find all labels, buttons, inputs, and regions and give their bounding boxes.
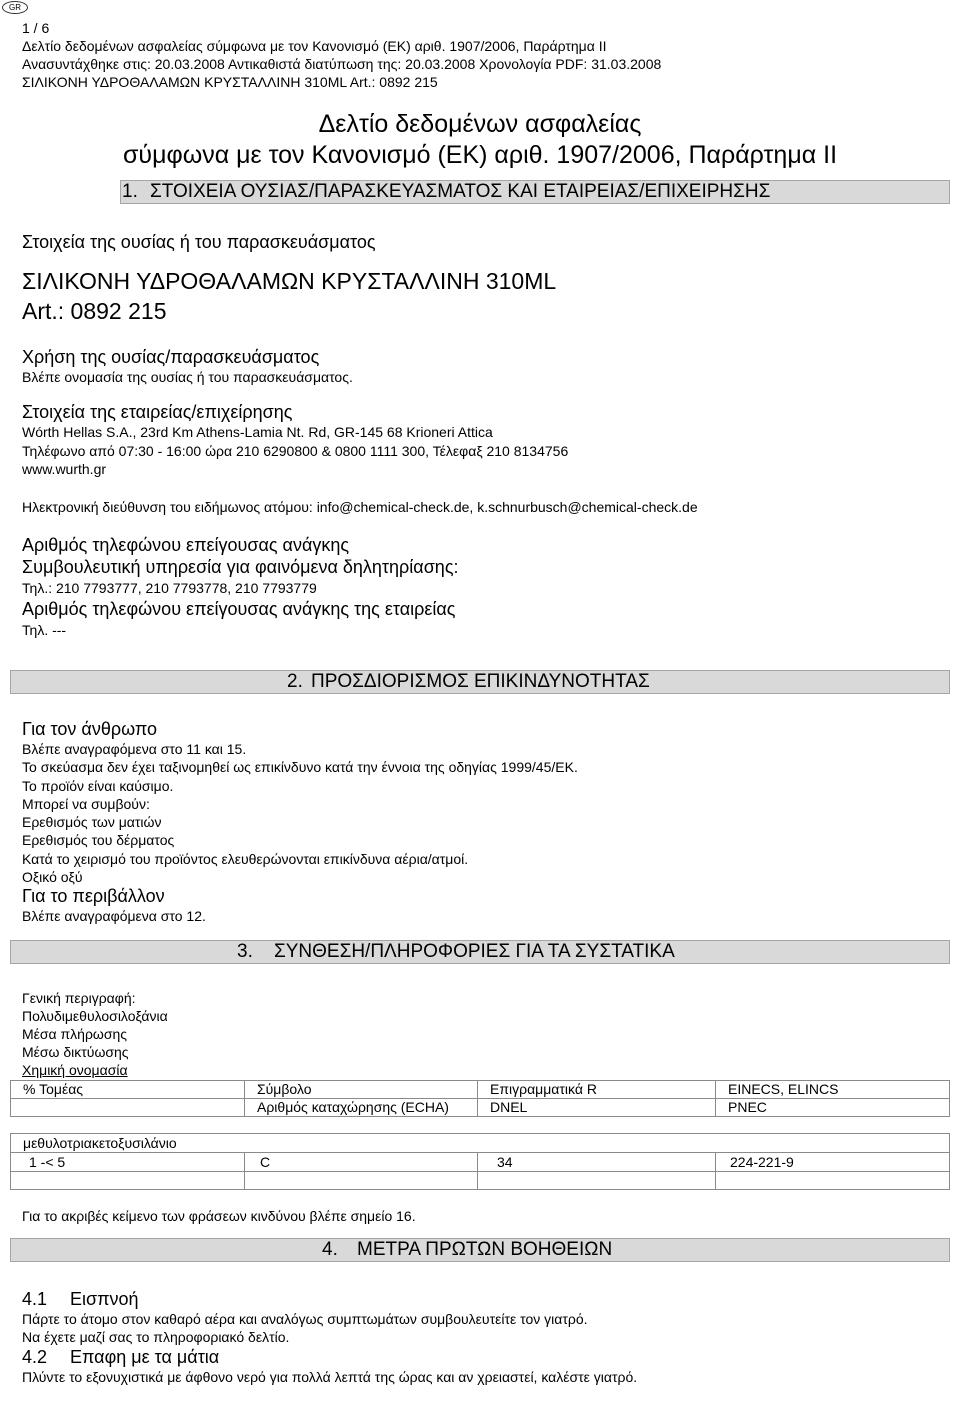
- hazard-line: Οξικό οξύ: [22, 869, 83, 886]
- use-block: [22, 346, 353, 386]
- table-header-cell: Επιγραμματικά R: [478, 1081, 716, 1098]
- table-header-row: [10, 1098, 950, 1116]
- product-article: Art.: 0892 215: [22, 298, 167, 324]
- section-title: ΠΡΟΣΔΙΟΡΙΣΜΟΣ ΕΠΙΚΙΝΔΥΝΟΤΗΤΑΣ: [311, 671, 650, 692]
- section-header-4: [10, 1238, 950, 1262]
- section-title: ΣΥΝΘΕΣΗ/ΠΛΗΡΟΦΟΡΙΕΣ ΓΙΑ ΤΑ ΣΥΣΤΑΤΙΚΑ: [274, 941, 675, 962]
- subsection-heading-eye-contact: [22, 1346, 637, 1368]
- company-address: Wórth Hellas S.A., 23rd Km Athens-Lamia Nt. Rd, GR-145 68 Krioneri Attica: [22, 424, 493, 440]
- hazard-line: Ερεθισμός του δέρματος: [22, 832, 175, 849]
- table-cell-empty: [716, 1172, 950, 1189]
- emergency-heading: Αριθμός τηλεφώνου επείγουσας ανάγκης: [22, 535, 350, 555]
- header-dates: Ανασυντάχθηκε στις: 20.03.2008 Αντικαθιστά διατύπωση της: 20.03.2008 Χρονολογία PDF: 31.03.2008: [22, 56, 662, 72]
- section-header-2: [10, 670, 950, 694]
- poison-center-heading: Συμβουλευτική υπηρεσία για φαινόμενα δηλητηρίασης:: [22, 557, 459, 577]
- company-emergency-heading: Αριθμός τηλεφώνου επείγουσας ανάγκης της εταιρείας: [22, 599, 456, 619]
- product-block: [22, 266, 556, 326]
- substance-heading: Στοιχεία της ουσίας ή του παρασκευάσματος: [22, 232, 376, 252]
- contact-email: Ηλεκτρονική διεύθυνση του ειδήμωνος ατόμου: info@chemical-check.de, k.schnurbusch@chemical-check.de: [22, 499, 698, 515]
- first-aid-line: Πάρτε το άτομο στον καθαρό αέρα και αναλόγως συμπτωμάτων συμβουλευτείτε τον γιατρό.: [22, 1311, 588, 1327]
- product-name: ΣΙΛΙΚΟΝΗ ΥΔΡΟΘΑΛΑΜΩΝ ΚΡΥΣΤΑΛΛΙΝΗ 310ML: [22, 268, 557, 294]
- document-title-line-1: Δελτίο δεδομένων ασφαλείας: [318, 110, 642, 138]
- section-number: 4.: [322, 1239, 338, 1260]
- table-row: [10, 1152, 950, 1171]
- section-number: 3.: [237, 941, 253, 962]
- hazard-line: Κατά το χειρισμό του προϊόντος ελευθερώνονται επικίνδυνα αέρια/ατμοί.: [22, 850, 469, 867]
- table-cell-empty: [10, 1099, 245, 1116]
- section-header-3: [10, 940, 950, 964]
- use-heading: Χρήση της ουσίας/παρασκευάσματος: [22, 347, 320, 367]
- hazard-line: Το σκεύασμα δεν έχει ταξινομηθεί ως επικίνδυνο κατά την έννοια της οδηγίας 1999/45/ΕΚ.: [22, 759, 578, 776]
- company-website-link[interactable]: www.wurth.gr: [22, 461, 107, 477]
- chemical-name-label: Χημική ονομασία: [22, 1062, 128, 1078]
- company-emergency-phone: Τηλ. ---: [22, 622, 67, 638]
- page-header: [22, 19, 661, 91]
- company-phone: Τηλέφωνο από 07:30 - 16:00 ώρα 210 6290800 & 0800 1111 300, Τέλεφαξ 210 8134756: [22, 442, 569, 459]
- table-header-cell: Αριθμός καταχώρησης (ECHA): [245, 1099, 478, 1116]
- general-description-label: Γενική περιγραφή:: [22, 990, 136, 1006]
- environment-hazards-text: Βλέπε αναγραφόμενα στο 12.: [22, 908, 206, 925]
- environment-hazards-heading: Για το περιβάλλον: [22, 886, 165, 907]
- header-regulation: Δελτίο δεδομένων ασφαλείας σύμφωνα με τον Κανονισμό (ΕΚ) αριθ. 1907/2006, Παράρτημα II: [22, 38, 607, 54]
- composition-table: [10, 1080, 950, 1190]
- hazard-line: Το προϊόν είναι καύσιμο.: [22, 777, 174, 794]
- table-cell-empty: [245, 1172, 478, 1189]
- emergency-block: [22, 534, 459, 640]
- component-r-phrases: 34: [478, 1153, 716, 1171]
- risk-phrases-note-block: [22, 1207, 416, 1225]
- component-percentage: 1 -< 5: [10, 1153, 245, 1171]
- subsection-heading-inhalation: [22, 1288, 637, 1310]
- document-title: [0, 109, 960, 171]
- substance-block: [22, 231, 376, 253]
- table-header-row: [10, 1080, 950, 1098]
- page-number: 1 / 6: [22, 20, 50, 36]
- hazard-line: Βλέπε αναγραφόμενα στο 11 και 15.: [22, 741, 247, 757]
- table-header-cell: Σύμβολο: [245, 1081, 478, 1098]
- table-header-cell: % Τομέας: [10, 1081, 245, 1098]
- component-symbol: C: [245, 1153, 478, 1171]
- section-header-1: [120, 180, 950, 204]
- poison-center-phone: Τηλ.: 210 7793777, 210 7793778, 210 7793779: [22, 580, 317, 596]
- hazard-line: Μπορεί να συμβούν:: [22, 795, 150, 812]
- document-title-line-2: σύμφωνα με τον Κανονισμό (ΕΚ) αριθ. 1907/2006, Παράρτημα II: [122, 141, 838, 169]
- table-header-cell: EINECS, ELINCS: [716, 1081, 950, 1098]
- section-number: 2.: [287, 671, 303, 692]
- component-name: μεθυλοτριακετοξυσιλάνιο: [10, 1134, 950, 1152]
- table-spacer-row: [10, 1116, 950, 1133]
- general-description-line: Πολυδιμεθυλοσιλοξάνια: [22, 1008, 168, 1024]
- hazard-line: Ερεθισμός των ματιών: [22, 814, 162, 831]
- subsection-title: Επαφη με τα μάτια: [70, 1347, 220, 1367]
- subsection-number: 4.2: [22, 1347, 48, 1367]
- table-header-cell: DNEL: [478, 1099, 716, 1116]
- table-cell-empty: [478, 1172, 716, 1189]
- risk-phrases-note: Για το ακριβές κείμενο των φράσεων κινδύνου βλέπε σημείο 16.: [22, 1208, 416, 1224]
- first-aid-line: Να έχετε μαζί σας το πληροφοριακό δελτίο.: [22, 1329, 290, 1345]
- component-einecs: 224-221-9: [716, 1153, 950, 1171]
- table-cell-empty: [10, 1172, 245, 1189]
- hazards-block: [22, 719, 578, 925]
- company-heading: Στοιχεία της εταιρείας/επιχείρησης: [22, 402, 293, 422]
- first-aid-line: Πλύντε το εξονυχιστικά με άφθονο νερό για πολλά λεπτά της ώρας και αν χρειαστεί, καλέστε γιατρό.: [22, 1369, 638, 1385]
- table-header-cell: PNEC: [716, 1099, 950, 1116]
- section-title: ΣΤΟΙΧΕΙΑ ΟΥΣΙΑΣ/ΠΑΡΑΣΚΕΥΑΣΜΑΤΟΣ ΚΑΙ ΕΤΑΙΡΕΙΑΣ/ΕΠΙΧΕΙΡΗΣΗΣ: [150, 181, 771, 202]
- company-block: [22, 401, 568, 479]
- general-description-line: Μέσω δικτύωσης: [22, 1044, 129, 1060]
- table-row-empty: [10, 1171, 950, 1190]
- first-aid-block: [22, 1288, 637, 1386]
- general-description-line: Μέσα πλήρωσης: [22, 1026, 128, 1042]
- human-hazards-heading: Για τον άνθρωπο: [22, 719, 158, 739]
- header-product: ΣΙΛΙΚΟΝΗ ΥΔΡΟΘΑΛΑΜΩΝ ΚΡΥΣΤΑΛΛΙΝΗ 310ML Art.: 0892 215: [22, 74, 438, 90]
- subsection-number: 4.1: [22, 1289, 48, 1309]
- use-text: Βλέπε ονομασία της ουσίας ή του παρασκευάσματος.: [22, 369, 353, 385]
- email-block: [22, 498, 698, 516]
- composition-block: [22, 989, 168, 1079]
- section-title: ΜΕΤΡΑ ΠΡΩΤΩΝ ΒΟΗΘΕΙΩΝ: [357, 1239, 613, 1260]
- country-badge: GR: [2, 1, 28, 14]
- table-component-name-row: [10, 1133, 950, 1152]
- subsection-title: Εισπνοή: [70, 1289, 139, 1309]
- section-number: 1.: [122, 181, 138, 202]
